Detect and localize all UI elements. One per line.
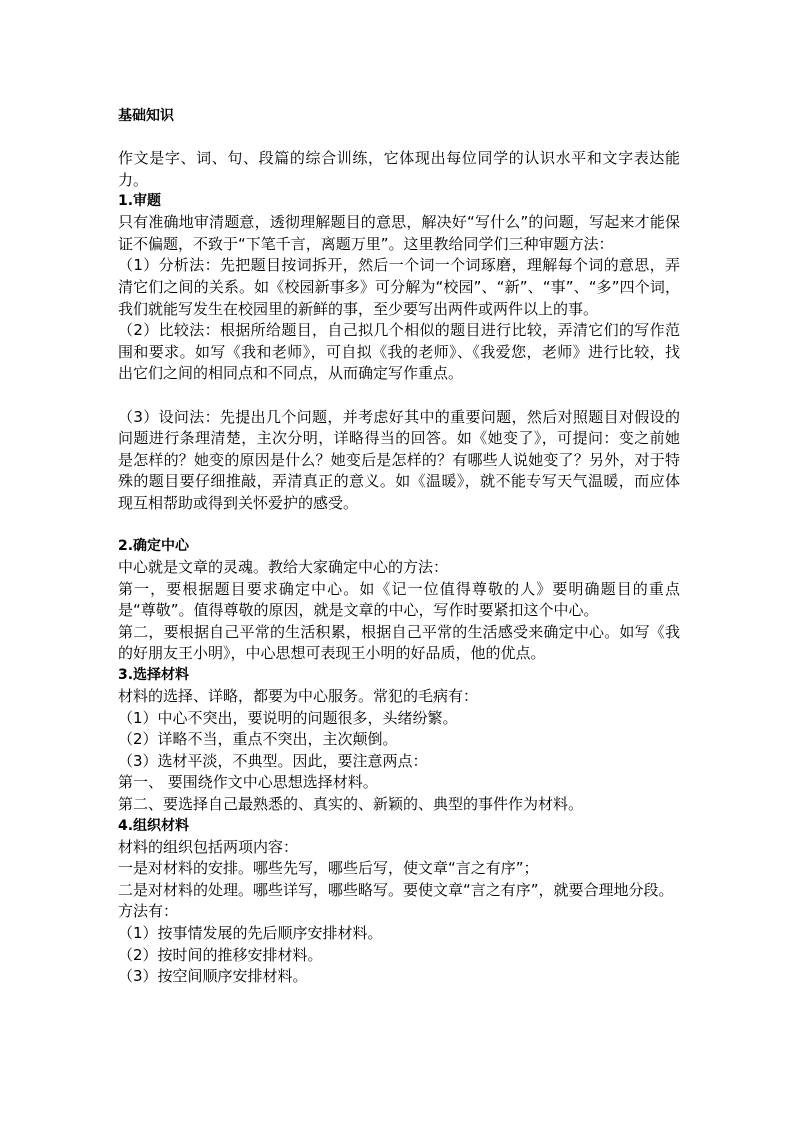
- intro-paragraph: 作文是字、词、句、段篇的综合训练，它体现出每位同学的认识水平和文字表达能力。: [118, 149, 680, 189]
- paragraph: （2）详略不当，重点不突出，主次颠倒。: [118, 730, 398, 749]
- document-page: [118, 106, 680, 988]
- section-heading-xuanze: 3.选择材料: [118, 667, 190, 684]
- document-title: 基础知识: [118, 108, 174, 124]
- paragraph: 一是对材料的安排。哪些先写，哪些后写，使文章“言之有序”；: [118, 859, 539, 878]
- paragraph: 二是对材料的处理。哪些详写，哪些略写。要使文章“言之有序”，就要合理地分段。: [118, 880, 674, 899]
- paragraph: 第二，要根据自己平常的生活积累，根据自己平常的生活感受来确定中心。如写《我的好朋友王小明》，中心思想可表现王小明的好品质，他的优点。: [118, 622, 680, 663]
- paragraph: （1）按事情发展的先后顺序安排材料。: [118, 924, 383, 942]
- paragraph: （2）比较法：根据所给题目，自己拟几个相似的题目进行比较，弄清它们的写作范围和要求。如写《我和老师》，可自拟《我的老师》、《我爱您，老师》进行比较，找出它们之间的相同点和不同点，从而确定写作重点。: [118, 321, 680, 383]
- paragraph: 材料的选择、详略，都要为中心服务。常犯的毛病有：: [118, 687, 479, 706]
- paragraph: （3）按空间顺序安排材料。: [118, 967, 308, 986]
- paragraph: （3）设问法：先提出几个问题，并考虑好其中的重要问题，然后对照题目对假设的问题进行条理清楚，主次分明，详略得当的回答。如《她变了》，可提问：变之前她是怎样的？她变的原因是什么？她变后是怎样的？有哪些人说她变了？另外，对于特殊的题目要仔细推敲，弄清真正的意义。如《温暖》，就不能专写天气温暖，而应体现互相帮助或得到关怀爱护的感受。: [118, 407, 680, 512]
- paragraph: 中心就是文章的灵魂。教给大家确定中心的方法：: [118, 558, 449, 577]
- paragraph: （2）按时间的推移安排材料。: [118, 945, 323, 964]
- section-heading-shenti: 1.审题: [118, 193, 162, 210]
- paragraph: 第一，要根据题目要求确定中心。如《记一位值得尊敬的人》要明确题目的重点是“尊敬”。值得尊敬的原因，就是文章的中心，写作时要紧扣这个中心。: [118, 579, 680, 620]
- blank-line: [118, 515, 680, 537]
- section-heading-zhongxin: 2.确定中心: [118, 538, 190, 555]
- paragraph: （3）选材平淡，不典型。因此，要注意两点：: [118, 751, 428, 770]
- paragraph: 第一、 要围绕作文中心思想选择材料。: [118, 773, 378, 792]
- paragraph: 只有准确地审清题意，透彻理解题目的意思，解决好“写什么”的问题，写起来才能保证不偏题，不致于“下笔千言，离题万里”。这里教给同学们三种审题方法：: [118, 213, 680, 253]
- paragraph: （1）中心不突出，要说明的问题很多，头绪纷繁。: [118, 708, 458, 727]
- section-heading-zuzhi: 4.组织材料: [118, 817, 190, 834]
- blank-line: [118, 385, 680, 407]
- paragraph: 材料的组织包括两项内容：: [118, 837, 299, 856]
- paragraph: 第二、要选择自己最熟悉的、真实的、新颖的、典型的事件作为材料。: [118, 795, 584, 814]
- paragraph: 方法有：: [118, 902, 179, 921]
- paragraph: （1）分析法：先把题目按词拆开，然后一个词一个词琢磨，理解每个词的意思，弄清它们之间的关系。如《校园新事多》可分解为“校园”、“新”、“事”、“多”四个词，我们就能写发生在校园里的新鲜的事，至少要写出两件或两件以上的事。: [118, 256, 680, 318]
